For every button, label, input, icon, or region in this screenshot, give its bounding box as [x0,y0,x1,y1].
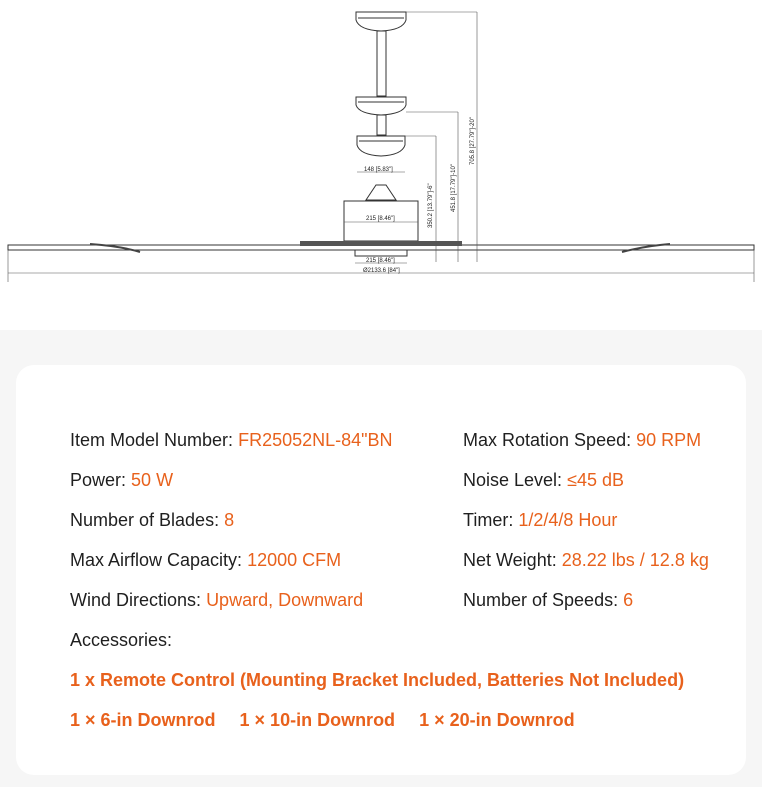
spec-value: 90 RPM [636,430,702,450]
fan-technical-drawing [0,0,762,330]
specifications-card [16,365,746,775]
downrod-6in: 1 × 6-in Downrod [70,710,216,730]
height-mid-label: 451.8 [17.79"]-10" [451,164,457,212]
spec-label: Max Airflow Capacity: [70,550,243,570]
spec-value: 6 [623,590,634,610]
motor-width-bottom-label: 215 [8.46"] [366,258,395,264]
spec-value: 8 [224,510,235,530]
spec-label: Power: [70,470,127,490]
spec-rotation-speed [463,429,701,451]
ceiling-canopy [356,12,406,31]
spec-blades [70,509,234,531]
spec-label: Noise Level: [463,470,563,490]
accessories-title: Accessories: [70,630,173,650]
spec-value: 28.22 lbs / 12.8 kg [561,550,709,570]
spec-label: Net Weight: [463,550,557,570]
upper-coupler [356,97,406,115]
downrod-20in: 1 × 20-in Downrod [419,710,575,730]
spec-value: 50 W [131,470,174,490]
spec-noise-level [463,469,624,491]
spec-label: Number of Speeds: [463,590,619,610]
downrod [377,31,386,96]
spec-airflow [70,549,341,571]
accessory-downrods [70,710,594,731]
spec-wind-directions [70,589,363,611]
spec-label: Number of Blades: [70,510,220,530]
spec-label: Wind Directions: [70,590,202,610]
accessory-remote-control: 1 x Remote Control (Mounting Bracket Included, Batteries Not Included) [70,670,685,690]
spec-label: Max Rotation Speed: [463,430,632,450]
spec-power [70,469,173,491]
canopy-width-label: 148 [5.83"] [364,167,393,173]
spec-value: 12000 CFM [247,550,342,570]
height-short-label: 350.2 [13.79"]-6" [428,183,434,228]
spec-net-weight [463,549,709,571]
fan-dimension-drawing [0,0,762,330]
motor-width-label: 215 [8.46"] [366,216,395,222]
height-long-label: 705.8 [27.79"]-20" [470,117,476,165]
spec-speeds [463,589,633,611]
blade-span-label: Ø2133.6 [84"] [363,268,400,274]
motor-neck [366,185,396,200]
spec-label: Timer: [463,510,514,530]
spec-item-model [70,429,393,451]
spec-value: ≤45 dB [567,470,624,490]
spec-timer [463,509,617,531]
spec-label: Item Model Number: [70,430,234,450]
canopy-148 [357,136,405,156]
spec-value: 1/2/4/8 Hour [518,510,618,530]
spec-value: FR25052NL-84"BN [238,430,393,450]
spec-value: Upward, Downward [206,590,364,610]
downrod-10in: 1 × 10-in Downrod [239,710,396,730]
